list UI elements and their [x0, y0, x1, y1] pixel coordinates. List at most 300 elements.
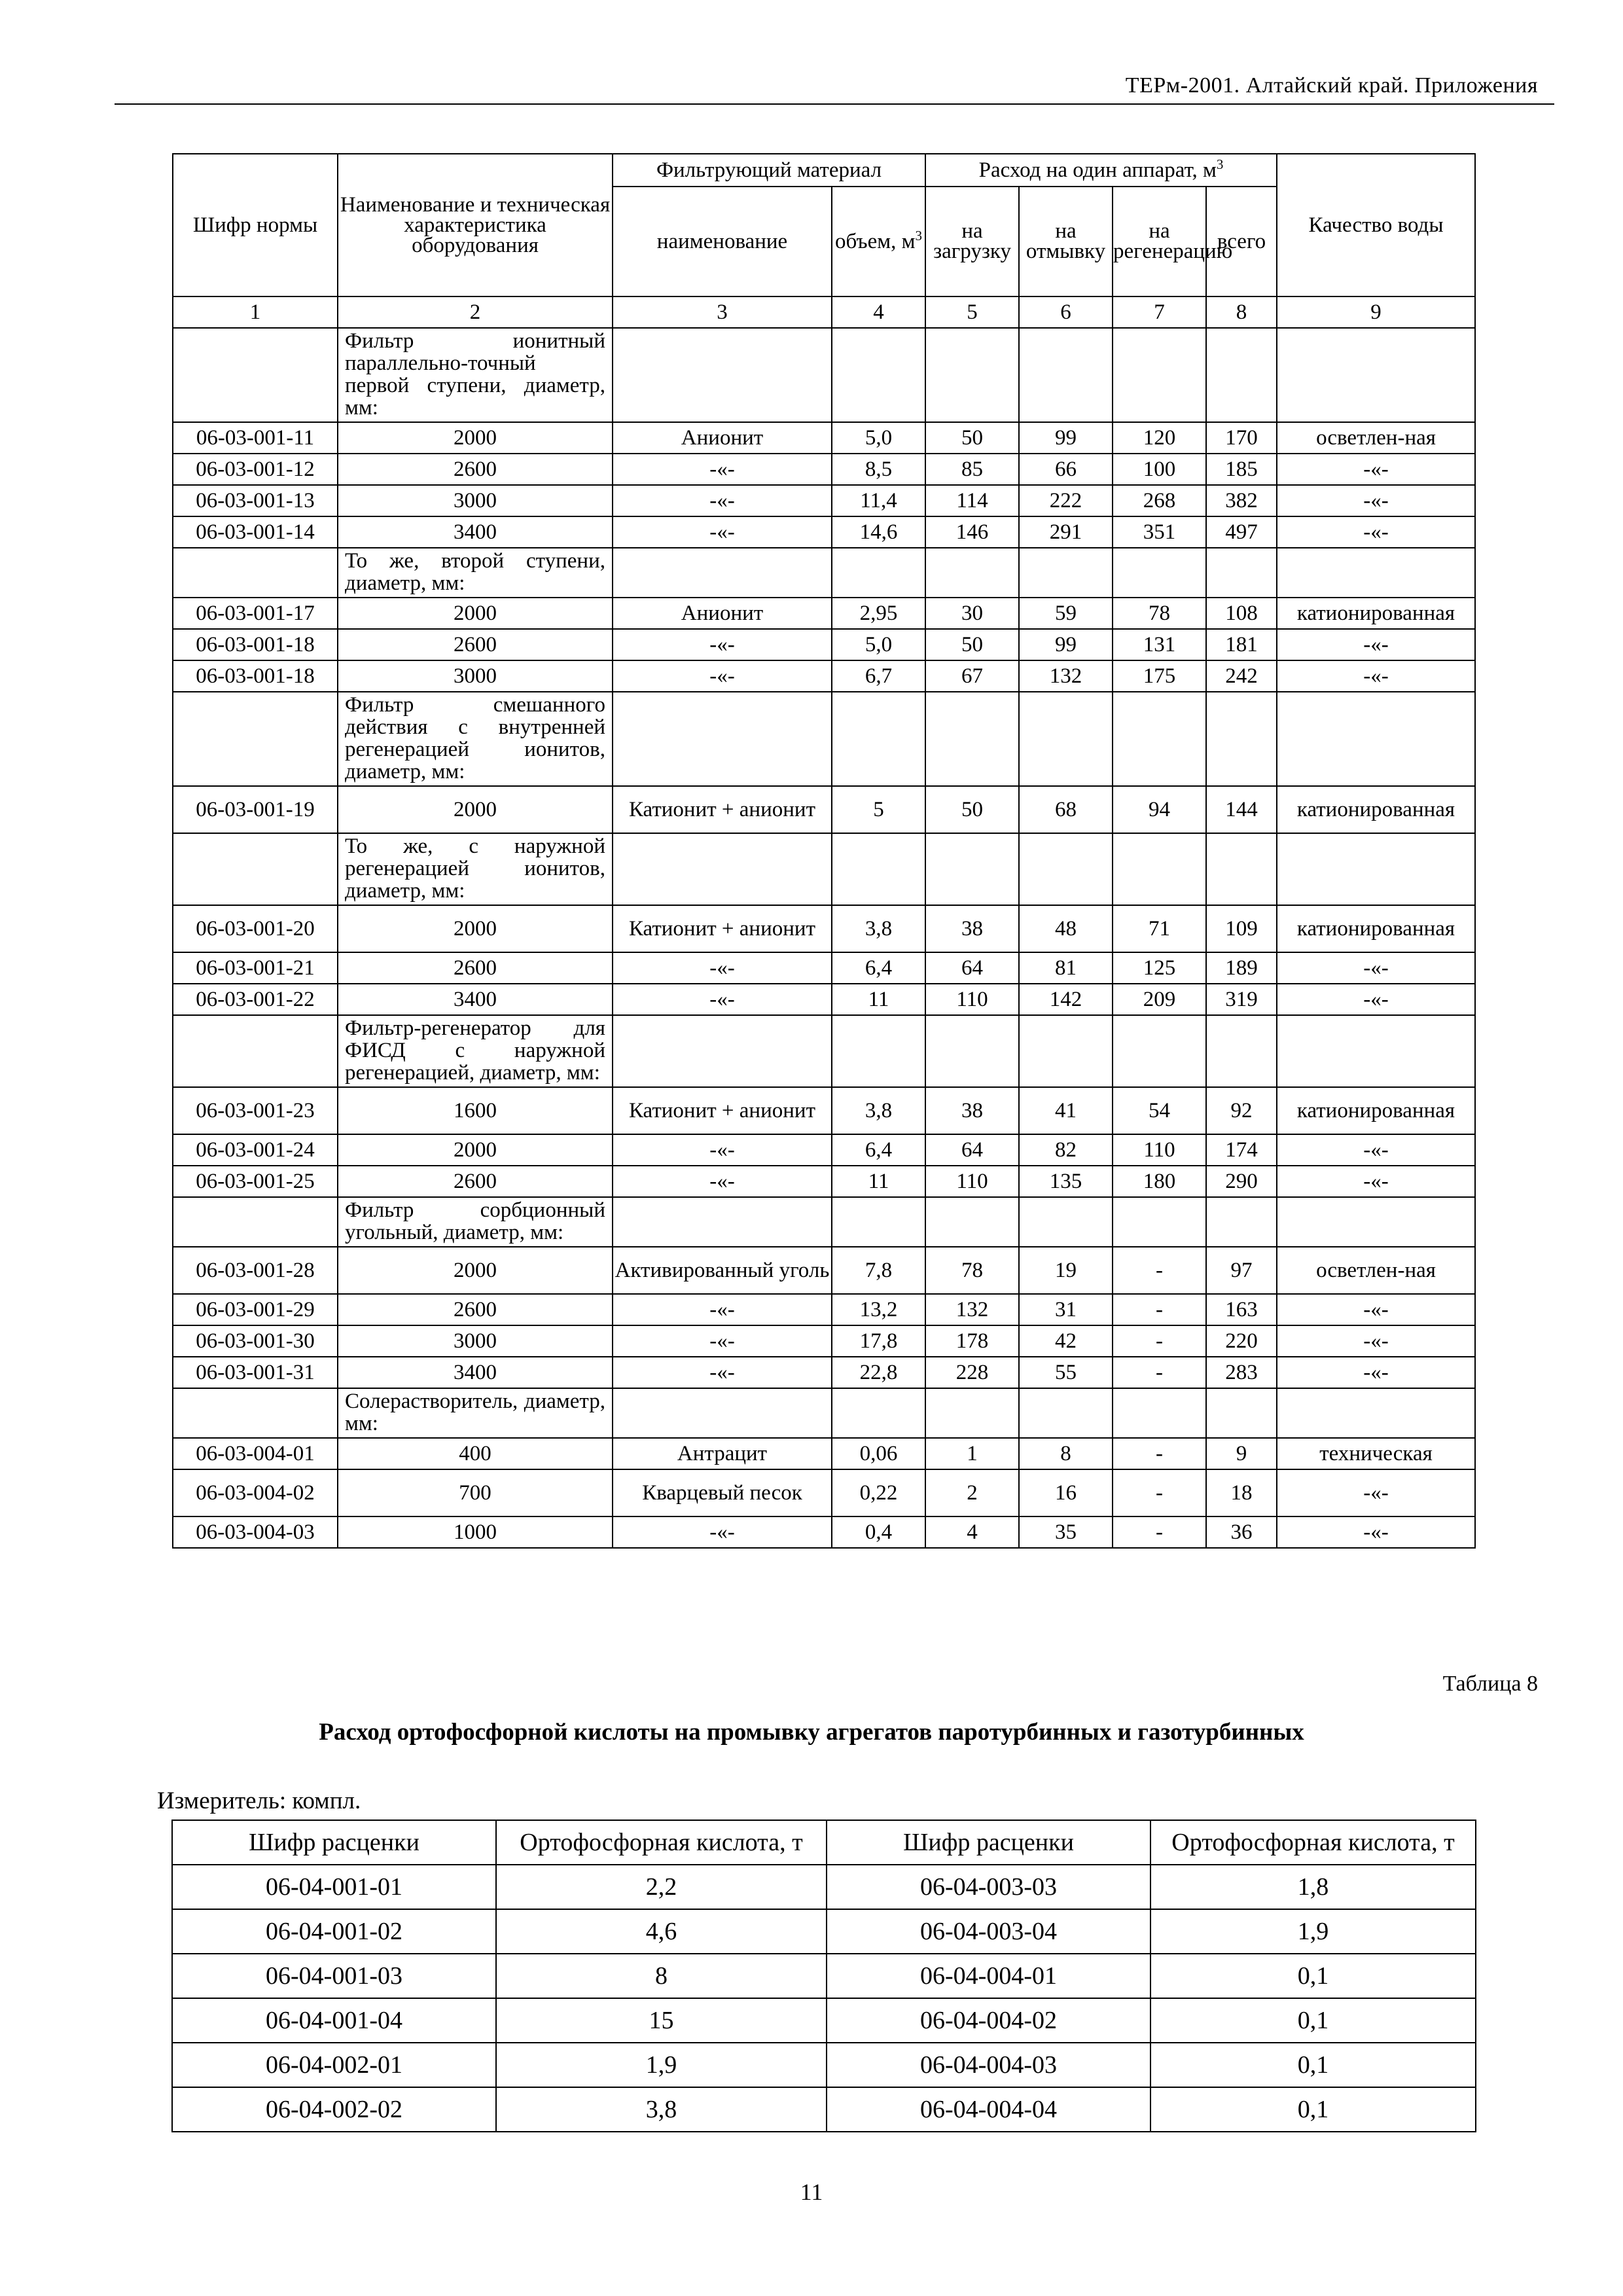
material-cell: -«- [613, 1516, 832, 1548]
table-row [172, 1909, 1476, 1954]
diameter-cell: 3000 [338, 485, 613, 516]
total-cell: 185 [1206, 454, 1277, 485]
regen-cell: 100 [1113, 454, 1206, 485]
empty-cell [1206, 1388, 1277, 1438]
wash-cell: 31 [1019, 1294, 1113, 1325]
volume-cell: 5,0 [832, 629, 925, 660]
rate-code-cell: 06-04-004-03 [827, 2043, 1150, 2087]
section-description: Солерастворитель, диаметр, мм: [338, 1388, 613, 1438]
header-volume-text: объем, м [835, 229, 916, 253]
regen-cell: 54 [1113, 1087, 1206, 1134]
rate-code-cell: 06-04-002-01 [172, 2043, 496, 2087]
section-description: Фильтр сорбционный угольный, диаметр, мм: [338, 1197, 613, 1247]
table-row [173, 1325, 1475, 1357]
wash-cell: 291 [1019, 516, 1113, 548]
regen-cell: 71 [1113, 905, 1206, 952]
rate-code-cell: 06-04-004-02 [827, 1998, 1150, 2043]
empty-cell [613, 328, 832, 422]
table-row [173, 984, 1475, 1015]
empty-cell [1019, 833, 1113, 905]
load-cell: 78 [925, 1247, 1019, 1294]
code-cell: 06-03-001-28 [173, 1247, 338, 1294]
volume-cell: 0,22 [832, 1469, 925, 1516]
code-cell: 06-03-001-31 [173, 1357, 338, 1388]
volume-cell: 0,4 [832, 1516, 925, 1548]
load-cell: 30 [925, 598, 1019, 629]
empty-cell [1113, 1015, 1206, 1087]
diameter-cell: 2000 [338, 1134, 613, 1166]
header-filter-material: Фильтрующий материал [613, 154, 925, 187]
empty-cell [613, 833, 832, 905]
empty-cell [925, 1015, 1019, 1087]
wash-cell: 68 [1019, 786, 1113, 833]
table-row [173, 454, 1475, 485]
empty-cell [1019, 328, 1113, 422]
empty-cell [925, 692, 1019, 786]
material-cell: Анионит [613, 598, 832, 629]
regen-cell: 180 [1113, 1166, 1206, 1197]
header-volume-sup: 3 [915, 227, 922, 243]
wash-cell: 42 [1019, 1325, 1113, 1357]
regen-cell: 131 [1113, 629, 1206, 660]
table-row [173, 1134, 1475, 1166]
diameter-cell: 1000 [338, 1516, 613, 1548]
load-cell: 110 [925, 1166, 1019, 1197]
quality-cell: -«- [1277, 1294, 1475, 1325]
diameter-cell: 2600 [338, 454, 613, 485]
wash-cell: 99 [1019, 422, 1113, 454]
acid-amount-cell: 3,8 [496, 2087, 827, 2132]
empty-cell [613, 1388, 832, 1438]
quality-cell: -«- [1277, 1325, 1475, 1357]
empty-cell [1277, 833, 1475, 905]
material-cell: -«- [613, 485, 832, 516]
total-cell: 92 [1206, 1087, 1277, 1134]
load-cell: 2 [925, 1469, 1019, 1516]
quality-cell: -«- [1277, 1357, 1475, 1388]
quality-cell: -«- [1277, 1166, 1475, 1197]
header-wash: на отмывку [1019, 187, 1113, 296]
regen-cell: - [1113, 1247, 1206, 1294]
regen-cell: 268 [1113, 485, 1206, 516]
code-cell: 06-03-001-14 [173, 516, 338, 548]
header-consumption-sup: 3 [1216, 156, 1224, 172]
empty-cell [1277, 692, 1475, 786]
empty-cell [925, 328, 1019, 422]
header-regen: на регенерацию [1113, 187, 1206, 296]
quality-cell: техническая [1277, 1438, 1475, 1469]
empty-cell [173, 328, 338, 422]
quality-cell: -«- [1277, 1469, 1475, 1516]
header-acid-amount: Ортофосфорная кислота, т [496, 1820, 827, 1865]
column-numbers-row [173, 296, 1475, 328]
load-cell: 64 [925, 952, 1019, 984]
quality-cell: -«- [1277, 952, 1475, 984]
empty-cell [1113, 1197, 1206, 1247]
total-cell: 170 [1206, 422, 1277, 454]
total-cell: 283 [1206, 1357, 1277, 1388]
material-cell: Анионит [613, 422, 832, 454]
table-row [173, 485, 1475, 516]
volume-cell: 22,8 [832, 1357, 925, 1388]
volume-cell: 14,6 [832, 516, 925, 548]
code-cell: 06-03-004-01 [173, 1438, 338, 1469]
load-cell: 146 [925, 516, 1019, 548]
volume-cell: 11 [832, 984, 925, 1015]
regen-cell: - [1113, 1325, 1206, 1357]
material-cell: Активированный уголь [613, 1247, 832, 1294]
material-cell: -«- [613, 516, 832, 548]
header-consumption [925, 154, 1277, 187]
diameter-cell: 3000 [338, 1325, 613, 1357]
load-cell: 85 [925, 454, 1019, 485]
empty-cell [832, 692, 925, 786]
code-cell: 06-03-001-20 [173, 905, 338, 952]
rate-code-cell: 06-04-001-04 [172, 1998, 496, 2043]
code-cell: 06-03-001-24 [173, 1134, 338, 1166]
total-cell: 189 [1206, 952, 1277, 984]
volume-cell: 2,95 [832, 598, 925, 629]
load-cell: 50 [925, 422, 1019, 454]
regen-cell: 351 [1113, 516, 1206, 548]
code-cell: 06-03-001-13 [173, 485, 338, 516]
table-row [173, 660, 1475, 692]
code-cell: 06-03-004-02 [173, 1469, 338, 1516]
material-cell: -«- [613, 984, 832, 1015]
header-rate-code: Шифр расценки [172, 1820, 496, 1865]
acid-amount-cell: 0,1 [1150, 2087, 1476, 2132]
total-cell: 181 [1206, 629, 1277, 660]
table-row [173, 1294, 1475, 1325]
volume-cell: 5,0 [832, 422, 925, 454]
empty-cell [925, 1197, 1019, 1247]
wash-cell: 99 [1019, 629, 1113, 660]
quality-cell: осветлен-ная [1277, 422, 1475, 454]
column-number: 8 [1206, 296, 1277, 328]
total-cell: 36 [1206, 1516, 1277, 1548]
code-cell: 06-03-001-21 [173, 952, 338, 984]
header-code: Шифр нормы [173, 154, 338, 296]
regen-cell: - [1113, 1438, 1206, 1469]
header-total: всего [1206, 187, 1277, 296]
table-row [173, 1087, 1475, 1134]
diameter-cell: 2000 [338, 598, 613, 629]
rate-code-cell: 06-04-001-02 [172, 1909, 496, 1954]
diameter-cell: 3000 [338, 660, 613, 692]
code-cell: 06-03-001-19 [173, 786, 338, 833]
acid-amount-cell: 0,1 [1150, 2043, 1476, 2087]
empty-cell [832, 328, 925, 422]
diameter-cell: 400 [338, 1438, 613, 1469]
quality-cell: -«- [1277, 629, 1475, 660]
volume-cell: 17,8 [832, 1325, 925, 1357]
load-cell: 4 [925, 1516, 1019, 1548]
volume-cell: 0,06 [832, 1438, 925, 1469]
empty-cell [1113, 1388, 1206, 1438]
diameter-cell: 2000 [338, 786, 613, 833]
total-cell: 319 [1206, 984, 1277, 1015]
empty-cell [173, 833, 338, 905]
diameter-cell: 3400 [338, 984, 613, 1015]
empty-cell [1113, 548, 1206, 598]
empty-cell [1277, 1015, 1475, 1087]
code-cell: 06-03-001-18 [173, 660, 338, 692]
section-row [173, 548, 1475, 598]
empty-cell [1019, 1388, 1113, 1438]
material-cell: -«- [613, 1357, 832, 1388]
empty-cell [1206, 1015, 1277, 1087]
regen-cell: 120 [1113, 422, 1206, 454]
empty-cell [173, 1388, 338, 1438]
quality-cell: катионированная [1277, 598, 1475, 629]
header-rule [115, 103, 1554, 105]
column-number: 9 [1277, 296, 1475, 328]
acid-amount-cell: 0,1 [1150, 1998, 1476, 2043]
empty-cell [1113, 692, 1206, 786]
empty-cell [1206, 328, 1277, 422]
total-cell: 109 [1206, 905, 1277, 952]
header-equipment-name: Наименование и техническая характеристика оборудования [338, 154, 613, 296]
volume-cell: 6,7 [832, 660, 925, 692]
empty-cell [1277, 1197, 1475, 1247]
load-cell: 67 [925, 660, 1019, 692]
rate-code-cell: 06-04-002-02 [172, 2087, 496, 2132]
empty-cell [1206, 692, 1277, 786]
load-cell: 38 [925, 905, 1019, 952]
section-description: То же, второй ступени, диаметр, мм: [338, 548, 613, 598]
diameter-cell: 3400 [338, 1357, 613, 1388]
wash-cell: 135 [1019, 1166, 1113, 1197]
empty-cell [1206, 548, 1277, 598]
quality-cell: катионированная [1277, 1087, 1475, 1134]
table-title: Расход ортофосфорной кислоты на промывку агрегатов паротурбинных и газотурбинных [319, 1719, 1304, 1746]
load-cell: 178 [925, 1325, 1019, 1357]
material-cell: Катионит + анионит [613, 1087, 832, 1134]
wash-cell: 222 [1019, 485, 1113, 516]
quality-cell: осветлен-ная [1277, 1247, 1475, 1294]
load-cell: 50 [925, 786, 1019, 833]
empty-cell [1019, 548, 1113, 598]
section-row [173, 692, 1475, 786]
diameter-cell: 3400 [338, 516, 613, 548]
rate-code-cell: 06-04-004-01 [827, 1954, 1150, 1998]
empty-cell [832, 548, 925, 598]
code-cell: 06-03-001-12 [173, 454, 338, 485]
header-consumption-text: Расход на один аппарат, м [978, 158, 1217, 182]
acid-amount-cell: 1,8 [1150, 1865, 1476, 1909]
empty-cell [173, 1015, 338, 1087]
diameter-cell: 1600 [338, 1087, 613, 1134]
regen-cell: 175 [1113, 660, 1206, 692]
empty-cell [1206, 1197, 1277, 1247]
page-header: ТЕРм-2001. Алтайский край. Приложения [1125, 73, 1538, 98]
diameter-cell: 2000 [338, 422, 613, 454]
volume-cell: 11 [832, 1166, 925, 1197]
total-cell: 108 [1206, 598, 1277, 629]
total-cell: 242 [1206, 660, 1277, 692]
empty-cell [613, 1015, 832, 1087]
material-cell: -«- [613, 952, 832, 984]
table-row [173, 1516, 1475, 1548]
column-number: 5 [925, 296, 1019, 328]
empty-cell [925, 548, 1019, 598]
regen-cell: - [1113, 1516, 1206, 1548]
total-cell: 290 [1206, 1166, 1277, 1197]
column-number: 7 [1113, 296, 1206, 328]
empty-cell [173, 692, 338, 786]
regen-cell: - [1113, 1357, 1206, 1388]
total-cell: 97 [1206, 1247, 1277, 1294]
table-row [173, 786, 1475, 833]
material-cell: Катионит + анионит [613, 786, 832, 833]
empty-cell [1277, 328, 1475, 422]
empty-cell [832, 1015, 925, 1087]
volume-cell: 3,8 [832, 905, 925, 952]
section-description: Фильтр смешанного действия с внутренней регенерацией ионитов, диаметр, мм: [338, 692, 613, 786]
load-cell: 64 [925, 1134, 1019, 1166]
regen-cell: 110 [1113, 1134, 1206, 1166]
load-cell: 38 [925, 1087, 1019, 1134]
rate-code-cell: 06-04-001-01 [172, 1865, 496, 1909]
wash-cell: 35 [1019, 1516, 1113, 1548]
empty-cell [1019, 1197, 1113, 1247]
quality-cell: -«- [1277, 1516, 1475, 1548]
load-cell: 228 [925, 1357, 1019, 1388]
total-cell: 497 [1206, 516, 1277, 548]
empty-cell [832, 1388, 925, 1438]
diameter-cell: 700 [338, 1469, 613, 1516]
material-cell: -«- [613, 1166, 832, 1197]
column-number: 3 [613, 296, 832, 328]
material-cell: -«- [613, 629, 832, 660]
empty-cell [832, 1197, 925, 1247]
header-acid-amount: Ортофосфорная кислота, т [1150, 1820, 1476, 1865]
volume-cell: 6,4 [832, 1134, 925, 1166]
table-row [173, 905, 1475, 952]
quality-cell: катионированная [1277, 786, 1475, 833]
diameter-cell: 2000 [338, 905, 613, 952]
section-row [173, 1015, 1475, 1087]
regen-cell: - [1113, 1294, 1206, 1325]
table-row [173, 1357, 1475, 1388]
quality-cell: -«- [1277, 984, 1475, 1015]
total-cell: 220 [1206, 1325, 1277, 1357]
unit-label: Измеритель: компл. [157, 1787, 361, 1814]
header-water-quality: Качество воды [1277, 154, 1475, 296]
section-row [173, 833, 1475, 905]
wash-cell: 41 [1019, 1087, 1113, 1134]
wash-cell: 55 [1019, 1357, 1113, 1388]
empty-cell [173, 548, 338, 598]
total-cell: 18 [1206, 1469, 1277, 1516]
column-number: 6 [1019, 296, 1113, 328]
table-row [172, 1954, 1476, 1998]
acid-amount-cell: 4,6 [496, 1909, 827, 1954]
header-volume [832, 187, 925, 296]
quality-cell: катионированная [1277, 905, 1475, 952]
regen-cell: 94 [1113, 786, 1206, 833]
table-row [173, 1166, 1475, 1197]
empty-cell [173, 1197, 338, 1247]
regen-cell: - [1113, 1469, 1206, 1516]
quality-cell: -«- [1277, 454, 1475, 485]
regen-cell: 78 [1113, 598, 1206, 629]
acid-amount-cell: 2,2 [496, 1865, 827, 1909]
quality-cell: -«- [1277, 485, 1475, 516]
rate-code-cell: 06-04-003-04 [827, 1909, 1150, 1954]
code-cell: 06-03-004-03 [173, 1516, 338, 1548]
empty-cell [925, 833, 1019, 905]
volume-cell: 6,4 [832, 952, 925, 984]
wash-cell: 19 [1019, 1247, 1113, 1294]
section-description: Фильтр-регенератор для ФИСД с наружной регенерацией, диаметр, мм: [338, 1015, 613, 1087]
code-cell: 06-03-001-17 [173, 598, 338, 629]
empty-cell [925, 1388, 1019, 1438]
acid-amount-cell: 1,9 [1150, 1909, 1476, 1954]
table-row [173, 1469, 1475, 1516]
code-cell: 06-03-001-11 [173, 422, 338, 454]
volume-cell: 11,4 [832, 485, 925, 516]
main-table-body [173, 328, 1475, 1548]
total-cell: 9 [1206, 1438, 1277, 1469]
table-row [172, 1998, 1476, 2043]
empty-cell [1019, 692, 1113, 786]
total-cell: 174 [1206, 1134, 1277, 1166]
table-number: Таблица 8 [1442, 1672, 1538, 1696]
wash-cell: 16 [1019, 1469, 1113, 1516]
column-number: 1 [173, 296, 338, 328]
acid-amount-cell: 1,9 [496, 2043, 827, 2087]
material-cell: Катионит + анионит [613, 905, 832, 952]
quality-cell: -«- [1277, 660, 1475, 692]
section-row [173, 1388, 1475, 1438]
diameter-cell: 2000 [338, 1247, 613, 1294]
code-cell: 06-03-001-25 [173, 1166, 338, 1197]
quality-cell: -«- [1277, 516, 1475, 548]
empty-cell [1206, 833, 1277, 905]
acid-table-header-row [172, 1820, 1476, 1865]
code-cell: 06-03-001-23 [173, 1087, 338, 1134]
empty-cell [613, 548, 832, 598]
material-cell: -«- [613, 454, 832, 485]
load-cell: 114 [925, 485, 1019, 516]
table-row [172, 2043, 1476, 2087]
wash-cell: 59 [1019, 598, 1113, 629]
material-cell: -«- [613, 1325, 832, 1357]
rate-code-cell: 06-04-004-04 [827, 2087, 1150, 2132]
acid-amount-cell: 15 [496, 1998, 827, 2043]
load-cell: 1 [925, 1438, 1019, 1469]
diameter-cell: 2600 [338, 629, 613, 660]
table-row [173, 952, 1475, 984]
volume-cell: 8,5 [832, 454, 925, 485]
table-row [173, 1438, 1475, 1469]
regen-cell: 209 [1113, 984, 1206, 1015]
header-material-name: наименование [613, 187, 832, 296]
wash-cell: 66 [1019, 454, 1113, 485]
material-cell: -«- [613, 1134, 832, 1166]
code-cell: 06-03-001-29 [173, 1294, 338, 1325]
header-rate-code: Шифр расценки [827, 1820, 1150, 1865]
empty-cell [613, 1197, 832, 1247]
empty-cell [1113, 328, 1206, 422]
page-number: 11 [800, 2179, 823, 2205]
rate-code-cell: 06-04-003-03 [827, 1865, 1150, 1909]
column-number: 4 [832, 296, 925, 328]
material-cell: -«- [613, 1294, 832, 1325]
diameter-cell: 2600 [338, 1294, 613, 1325]
table-row [173, 1247, 1475, 1294]
